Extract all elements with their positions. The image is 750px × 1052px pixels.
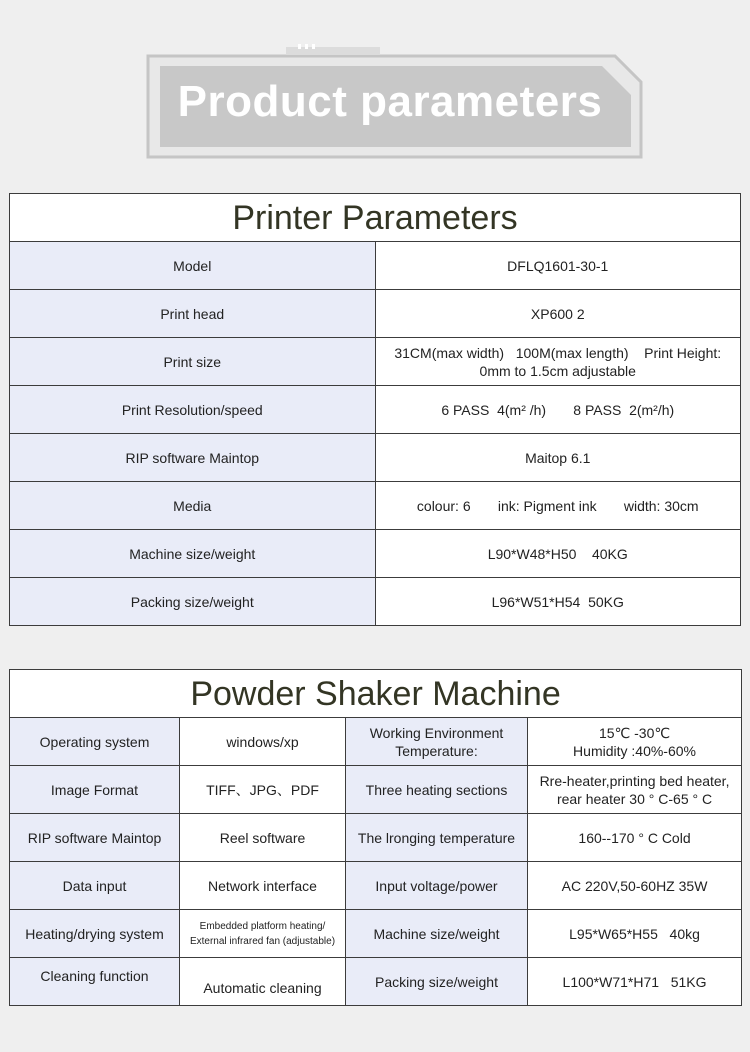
row-value: L90*W48*H50 40KG bbox=[375, 530, 741, 578]
row-value bbox=[375, 338, 741, 386]
table-row bbox=[10, 290, 741, 338]
powder-shaker-title: Powder Shaker Machine bbox=[10, 670, 742, 718]
table-row bbox=[10, 386, 741, 434]
spec-value-line: External infrared fan (adjustable) bbox=[189, 935, 336, 947]
spec-label: Cleaning function bbox=[10, 958, 180, 1006]
spec-value-line: Humidity :40%-60% bbox=[573, 742, 696, 759]
powder-shaker-table bbox=[9, 669, 742, 1006]
spec-label: Image Format bbox=[10, 766, 180, 814]
printer-parameters-table bbox=[9, 193, 741, 626]
table-row bbox=[10, 766, 742, 814]
spec-value bbox=[180, 910, 346, 958]
spec-value-line: 15℃ -30℃ bbox=[598, 724, 671, 741]
row-value: DFLQ1601-30-1 bbox=[375, 242, 741, 290]
spec-label: Operating system bbox=[10, 718, 180, 766]
table-row bbox=[10, 434, 741, 482]
spec-label: Input voltage/power bbox=[346, 862, 528, 910]
spec-value: AC 220V,50-60HZ 35W bbox=[528, 862, 742, 910]
row-label: Print Resolution/speed bbox=[10, 386, 376, 434]
spec-label: RIP software Maintop bbox=[10, 814, 180, 862]
spec-value: L100*W71*H71 51KG bbox=[528, 958, 742, 1006]
table-row bbox=[10, 338, 741, 386]
row-label: Media bbox=[10, 482, 376, 530]
spec-value: Reel software bbox=[180, 814, 346, 862]
table-row bbox=[10, 242, 741, 290]
row-value-line: 31CM(max width) 100M(max length) Print Height: bbox=[394, 344, 722, 361]
spec-value: TIFF、JPG、PDF bbox=[180, 766, 346, 814]
spec-label: Packing size/weight bbox=[346, 958, 528, 1006]
row-label: Machine size/weight bbox=[10, 530, 376, 578]
spec-label-line: Working Environment bbox=[369, 724, 504, 741]
spec-value bbox=[528, 718, 742, 766]
spec-value-line: rear heater 30 ° C-65 ° C bbox=[556, 790, 713, 807]
row-value-line: 0mm to 1.5cm adjustable bbox=[479, 362, 636, 379]
spec-value: windows/xp bbox=[180, 718, 346, 766]
row-value: colour: 6 ink: Pigment ink width: 30cm bbox=[375, 482, 741, 530]
row-value: L96*W51*H54 50KG bbox=[375, 578, 741, 626]
table-row bbox=[10, 718, 742, 766]
table-row bbox=[10, 958, 742, 1006]
spec-value: Network interface bbox=[180, 862, 346, 910]
spec-label-line: Temperature: bbox=[395, 742, 478, 759]
table-row bbox=[10, 530, 741, 578]
printer-parameters-title: Printer Parameters bbox=[10, 194, 741, 242]
spec-label: Data input bbox=[10, 862, 180, 910]
row-value: XP600 2 bbox=[375, 290, 741, 338]
spec-label: Three heating sections bbox=[346, 766, 528, 814]
row-label: Print size bbox=[10, 338, 376, 386]
table-row bbox=[10, 814, 742, 862]
row-label: Model bbox=[10, 242, 376, 290]
spec-label: Machine size/weight bbox=[346, 910, 528, 958]
spec-label: Heating/drying system bbox=[10, 910, 180, 958]
banner-title: Product parameters bbox=[177, 77, 603, 126]
table-row bbox=[10, 482, 741, 530]
product-parameters-banner bbox=[0, 0, 750, 180]
table-row bbox=[10, 578, 741, 626]
row-label: Packing size/weight bbox=[10, 578, 376, 626]
row-value: Maitop 6.1 bbox=[375, 434, 741, 482]
spec-label bbox=[346, 718, 528, 766]
row-value: 6 PASS 4(m² /h) 8 PASS 2(m²/h) bbox=[375, 386, 741, 434]
spec-value: 160--170 ° C Cold bbox=[528, 814, 742, 862]
spec-label: The lronging temperature bbox=[346, 814, 528, 862]
row-label: RIP software Maintop bbox=[10, 434, 376, 482]
table-row bbox=[10, 862, 742, 910]
spec-value bbox=[528, 766, 742, 814]
spec-value: L95*W65*H55 40kg bbox=[528, 910, 742, 958]
row-label: Print head bbox=[10, 290, 376, 338]
spec-value-line: Rre-heater,printing bed heater, bbox=[539, 772, 730, 789]
spec-value-line: Embedded platform heating/ bbox=[199, 920, 326, 932]
table-row bbox=[10, 910, 742, 958]
spec-value: Automatic cleaning bbox=[180, 958, 346, 1006]
